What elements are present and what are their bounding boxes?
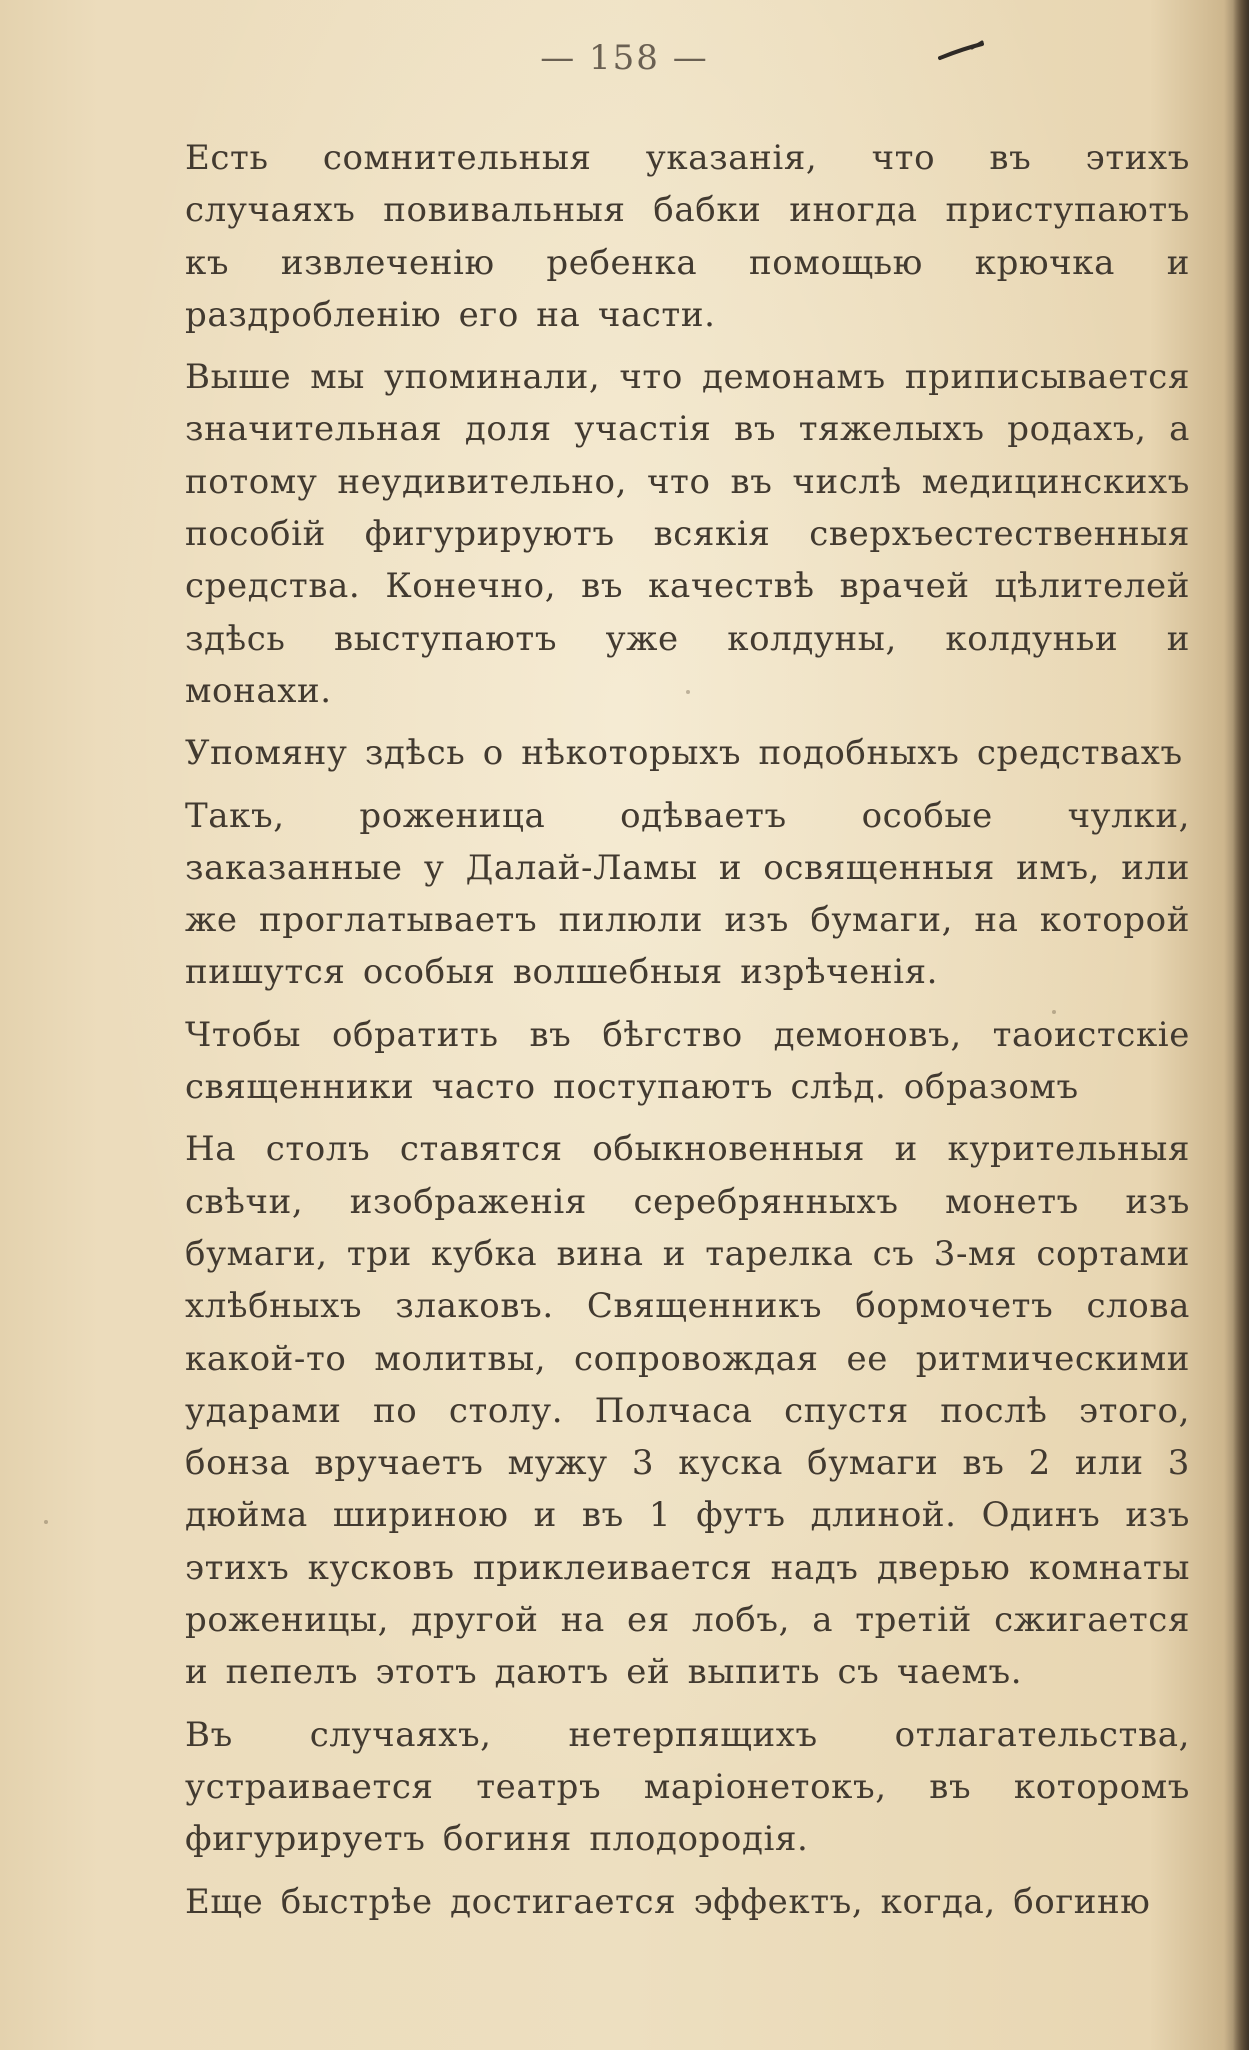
paragraph: Такъ, роженица одѣваетъ особые чулки, заказанные у Далай-Ламы и освященныя имъ, или же проглатываетъ пилюли изъ бумаги, на которой пишутся особыя волшебныя изрѣченія. — [185, 795, 1190, 993]
paragraph: Еще быстрѣе достигается эффектъ, когда, богиню — [185, 1881, 1151, 1922]
paragraph: Въ случаяхъ, нетерпящихъ отлагательства, устраивается театръ маріонетокъ, въ которомъ фигурируетъ богиня плодородія. — [185, 1714, 1190, 1860]
paragraph: Есть сомнительныя указанія, что въ этихъ случаяхъ повивальныя бабки иногда приступаютъ къ извлеченію ребенка помощью крючка и раздробленію его на части. — [185, 138, 1190, 335]
pencil-check-mark — [938, 40, 984, 62]
page-binding-edge — [1233, 0, 1249, 2050]
paper-speck — [44, 1520, 48, 1524]
body-text — [185, 132, 1190, 1938]
paragraph: Чтобы обратить въ бѣгство демоновъ, таоистскіе священники часто поступаютъ слѣд. образомъ — [185, 1014, 1190, 1108]
page-number: — 158 — — [540, 38, 709, 78]
paragraph: Выше мы упоминали, что демонамъ приписывается значительная доля участія въ тяжелыхъ родахъ, а потому неудивительно, что въ числѣ медицинскихъ пособій фигурируютъ всякія сверхъестественныя средства. Конечно, въ качествѣ врачей цѣлителей здѣсь выступаютъ уже колдуны, колдуньи и монахи. — [185, 357, 1190, 711]
paper-speck — [686, 690, 690, 694]
paragraph: На столъ ставятся обыкновенныя и курительныя свѣчи, изображенія серебрянныхъ монетъ изъ бумаги, три кубка вина и тарелка съ 3-мя сортами хлѣбныхъ злаковъ. Священникъ бормочетъ слова какой-то молитвы, сопровождая ее ритмическими ударами по столу. Полчаса спустя послѣ этого, бонза вручаетъ мужу 3 куска бумаги въ 2 или 3 дюйма шириною и въ 1 футъ длиной. Одинъ изъ этихъ кусковъ приклеивается надъ дверью комнаты роженицы, другой на ея лобъ, а третій сжигается и пепелъ этотъ даютъ ей выпить съ чаемъ. — [185, 1129, 1190, 1693]
paragraph: Упомяну здѣсь о нѣкоторыхъ подобныхъ средствахъ — [185, 733, 1183, 774]
paper-speck — [1052, 1010, 1056, 1014]
